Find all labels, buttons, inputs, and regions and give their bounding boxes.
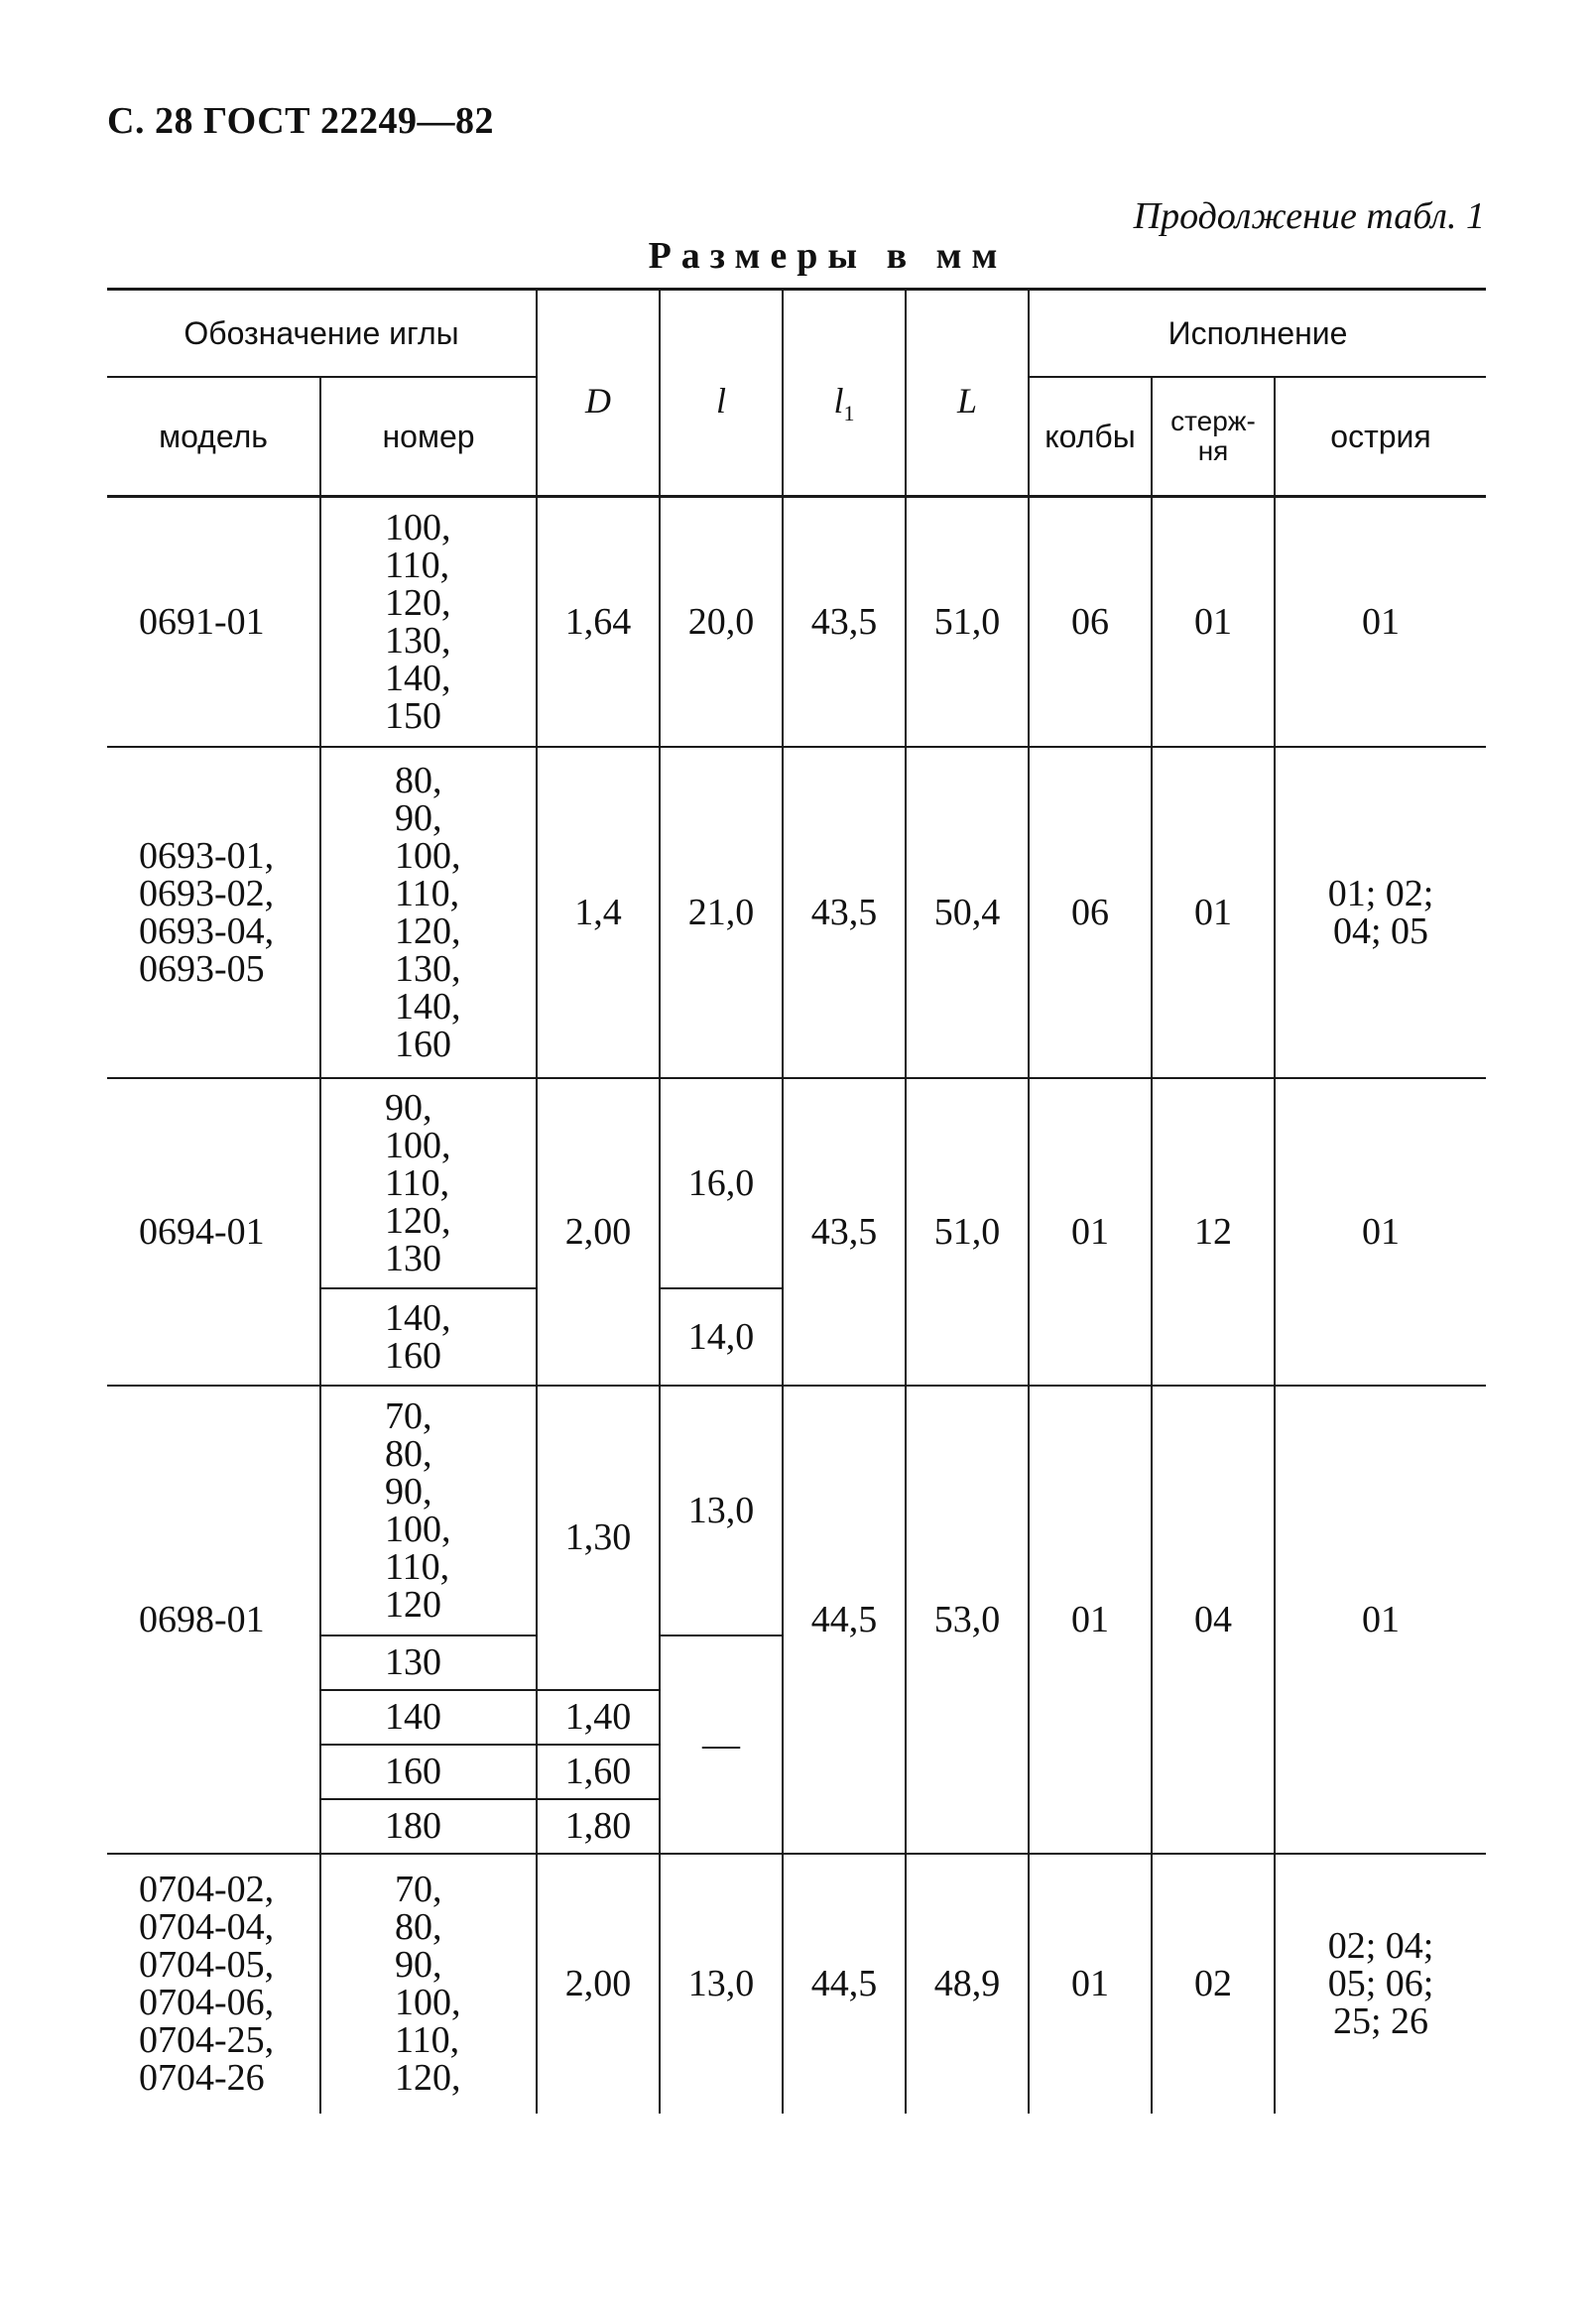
row-shank: 01 bbox=[1152, 497, 1275, 747]
row-l: 21,0 bbox=[660, 747, 783, 1078]
page-header: С. 28 ГОСТ 22249—82 bbox=[107, 100, 494, 142]
header-execution: Исполнение bbox=[1029, 290, 1486, 378]
row-L: 53,0 bbox=[906, 1386, 1029, 1854]
row-numbers: 90, 100, 110, 120, 130 bbox=[320, 1078, 537, 1288]
row-numbers: 100, 110, 120, 130, 140, 150 bbox=[320, 497, 537, 747]
row-l: 14,0 bbox=[660, 1288, 783, 1386]
row-shank: 12 bbox=[1152, 1078, 1275, 1386]
header-l: l bbox=[660, 290, 783, 497]
row-l1: 43,5 bbox=[783, 1078, 906, 1386]
row-flask: 01 bbox=[1029, 1386, 1152, 1854]
row-numbers: 140, 160 bbox=[320, 1288, 537, 1386]
header-flask: колбы bbox=[1029, 377, 1152, 497]
row-l1: 44,5 bbox=[783, 1854, 906, 2114]
row-l: 20,0 bbox=[660, 497, 783, 747]
row-l1: 44,5 bbox=[783, 1386, 906, 1854]
row-numbers: 180 bbox=[320, 1799, 537, 1854]
row-numbers: 70, 80, 90, 100, 110, 120 bbox=[320, 1386, 537, 1635]
row-D: 1,40 bbox=[537, 1690, 660, 1745]
row-L: 48,9 bbox=[906, 1854, 1029, 2114]
header-l1: $l_1$ bbox=[783, 290, 906, 497]
table-row bbox=[107, 1386, 1486, 1635]
needle-dimensions-table bbox=[107, 288, 1486, 2114]
header-point: острия bbox=[1275, 377, 1486, 497]
row-point: 01 bbox=[1275, 1078, 1486, 1386]
row-flask: 01 bbox=[1029, 1078, 1152, 1386]
row-L: 51,0 bbox=[906, 497, 1029, 747]
row-D: 2,00 bbox=[537, 1078, 660, 1386]
row-model: 0693-01, 0693-02, 0693-04, 0693-05 bbox=[107, 747, 320, 1078]
row-numbers: 70, 80, 90, 100, 110, 120, bbox=[320, 1854, 537, 2114]
row-numbers: 140 bbox=[320, 1690, 537, 1745]
row-l: 16,0 bbox=[660, 1078, 783, 1288]
row-numbers: 130 bbox=[320, 1635, 537, 1690]
row-l: 13,0 bbox=[660, 1854, 783, 2114]
row-shank: 01 bbox=[1152, 747, 1275, 1078]
row-D: 1,30 bbox=[537, 1386, 660, 1690]
row-flask: 01 bbox=[1029, 1854, 1152, 2114]
row-shank: 02 bbox=[1152, 1854, 1275, 2114]
row-l: 13,0 bbox=[660, 1386, 783, 1635]
row-model: 0694-01 bbox=[107, 1078, 320, 1386]
table-row bbox=[107, 747, 1486, 1078]
row-L: 50,4 bbox=[906, 747, 1029, 1078]
row-flask: 06 bbox=[1029, 747, 1152, 1078]
header-designation: Обозначение иглы bbox=[107, 290, 537, 378]
row-D: 1,4 bbox=[537, 747, 660, 1078]
header-D: D bbox=[537, 290, 660, 497]
row-D: 2,00 bbox=[537, 1854, 660, 2114]
table-row bbox=[107, 1078, 1486, 1288]
row-numbers: 80, 90, 100, 110, 120, 130, 140, 160 bbox=[320, 747, 537, 1078]
header-model: модель bbox=[107, 377, 320, 497]
row-D: 1,60 bbox=[537, 1745, 660, 1799]
row-numbers: 160 bbox=[320, 1745, 537, 1799]
table-row bbox=[107, 1854, 1486, 2114]
header-L: L bbox=[906, 290, 1029, 497]
row-model: 0704-02, 0704-04, 0704-05, 0704-06, 0704-25, 0704-26 bbox=[107, 1854, 320, 2114]
header-number: номер bbox=[320, 377, 537, 497]
row-flask: 06 bbox=[1029, 497, 1152, 747]
row-l1: 43,5 bbox=[783, 747, 906, 1078]
row-point: 01; 02; 04; 05 bbox=[1275, 747, 1486, 1078]
header-shank: стерж- ня bbox=[1152, 377, 1275, 497]
row-point: 01 bbox=[1275, 497, 1486, 747]
row-D: 1,80 bbox=[537, 1799, 660, 1854]
row-model: 0698-01 bbox=[107, 1386, 320, 1854]
row-l1: 43,5 bbox=[783, 497, 906, 747]
row-point: 01 bbox=[1275, 1386, 1486, 1854]
row-l: — bbox=[660, 1635, 783, 1854]
row-D: 1,64 bbox=[537, 497, 660, 747]
row-model: 0691-01 bbox=[107, 497, 320, 747]
row-shank: 04 bbox=[1152, 1386, 1275, 1854]
row-point: 02; 04; 05; 06; 25; 26 bbox=[1275, 1854, 1486, 2114]
row-L: 51,0 bbox=[906, 1078, 1029, 1386]
table-row bbox=[107, 497, 1486, 747]
table-continuation-note: Продолжение табл. 1 bbox=[1133, 195, 1485, 237]
units-caption: Размеры в мм bbox=[648, 235, 1008, 277]
